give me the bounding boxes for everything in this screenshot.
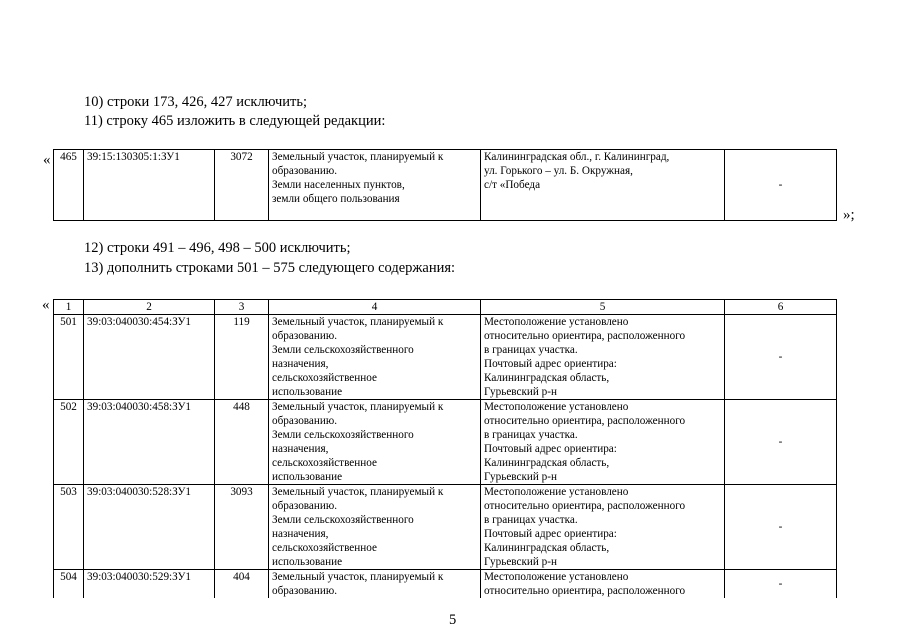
address-line: Гурьевский р-н — [484, 386, 557, 398]
row-number: 502 — [54, 400, 84, 485]
description-line: назначения, — [272, 443, 329, 455]
address-line: ул. Горького – ул. Б. Окружная, — [484, 165, 633, 177]
area: 3072 — [215, 150, 269, 221]
address-line: Гурьевский р-н — [484, 471, 557, 483]
area: 3093 — [215, 485, 269, 570]
address — [481, 485, 725, 570]
description-line: Земли населенных пунктов, — [272, 179, 405, 191]
row-number: 465 — [54, 150, 84, 221]
address — [481, 570, 725, 599]
address-line: Местоположение установлено — [484, 486, 629, 498]
address-line: в границах участка. — [484, 514, 578, 526]
address-line: в границах участка. — [484, 344, 578, 356]
row-number: 504 — [54, 570, 84, 599]
address — [481, 150, 725, 221]
address-line: Почтовый адрес ориентира: — [484, 358, 617, 370]
description-line: образованию. — [272, 165, 338, 177]
description — [269, 400, 481, 485]
description-line: Земельный участок, планируемый к — [272, 486, 444, 498]
address — [481, 315, 725, 400]
table-row — [54, 485, 837, 570]
description-line: образованию. — [272, 500, 338, 512]
address-line: в границах участка. — [484, 429, 578, 441]
description — [269, 315, 481, 400]
address-line: Калининградская область, — [484, 457, 610, 469]
row-number: 501 — [54, 315, 84, 400]
description-line: Земли сельскохозяйственного — [272, 429, 414, 441]
description — [269, 150, 481, 221]
header-cell: 4 — [269, 300, 481, 315]
table-row — [54, 150, 837, 221]
paragraph-13: 13) дополнить строками 501 – 575 следующего содержания: — [84, 260, 456, 276]
header-cell: 2 — [84, 300, 215, 315]
header-cell: 1 — [54, 300, 84, 315]
open-quote-1: « — [43, 152, 51, 168]
description — [269, 485, 481, 570]
description-line: сельскохозяйственное — [272, 457, 377, 469]
close-quote: »; — [843, 207, 855, 223]
description-line: Земельный участок, планируемый к — [272, 151, 444, 163]
description-line: земли общего пользования — [272, 193, 400, 205]
description-line: сельскохозяйственное — [272, 542, 377, 554]
open-quote-2: « — [42, 297, 50, 313]
header-cell: 5 — [481, 300, 725, 315]
note: - — [725, 150, 837, 221]
cadastral-number: 39:03:040030:528:ЗУ1 — [84, 485, 215, 570]
paragraph-11: 11) строку 465 изложить в следующей редакции: — [84, 113, 386, 129]
description-line: Земли сельскохозяйственного — [272, 514, 414, 526]
description-line: образованию. — [272, 585, 338, 597]
address-line: относительно ориентира, расположенного — [484, 500, 686, 512]
description-line: образованию. — [272, 415, 338, 427]
cadastral-number: 39:15:130305:1:ЗУ1 — [84, 150, 215, 221]
rows-501-575-table — [53, 299, 837, 598]
area: 119 — [215, 315, 269, 400]
row-465-table — [53, 149, 837, 221]
cadastral-number: 39:03:040030:529:ЗУ1 — [84, 570, 215, 599]
description-line: сельскохозяйственное — [272, 372, 377, 384]
address-line: относительно ориентира, расположенного — [484, 330, 686, 342]
table-row — [54, 400, 837, 485]
header-cell: 3 — [215, 300, 269, 315]
address-line: Местоположение установлено — [484, 401, 629, 413]
paragraph-12: 12) строки 491 – 496, 498 – 500 исключить; — [84, 240, 351, 256]
cadastral-number: 39:03:040030:458:ЗУ1 — [84, 400, 215, 485]
note: - — [725, 400, 837, 485]
table-row — [54, 570, 837, 599]
area: 448 — [215, 400, 269, 485]
address-line: Калининградская область, — [484, 542, 610, 554]
address-line: Почтовый адрес ориентира: — [484, 443, 617, 455]
description-line: Земельный участок, планируемый к — [272, 401, 444, 413]
page-number: 5 — [449, 612, 457, 628]
address — [481, 400, 725, 485]
description — [269, 570, 481, 599]
description-line: использование — [272, 556, 343, 568]
row-number: 503 — [54, 485, 84, 570]
header-cell: 6 — [725, 300, 837, 315]
address-line: Местоположение установлено — [484, 316, 629, 328]
address-line: Почтовый адрес ориентира: — [484, 528, 617, 540]
address-line: с/т «Победа — [484, 179, 541, 191]
description-line: Земельный участок, планируемый к — [272, 571, 444, 583]
description-line: использование — [272, 471, 343, 483]
address-line: относительно ориентира, расположенного — [484, 585, 686, 597]
description-line: использование — [272, 386, 343, 398]
address-line: Калининградская обл., г. Калининград, — [484, 151, 670, 163]
address-line: Калининградская область, — [484, 372, 610, 384]
description-line: Земельный участок, планируемый к — [272, 316, 444, 328]
area: 404 — [215, 570, 269, 599]
paragraph-10: 10) строки 173, 426, 427 исключить; — [84, 94, 307, 110]
cadastral-number: 39:03:040030:454:ЗУ1 — [84, 315, 215, 400]
description-line: Земли сельскохозяйственного — [272, 344, 414, 356]
description-line: назначения, — [272, 358, 329, 370]
note: - — [725, 485, 837, 570]
note: - — [725, 315, 837, 400]
table-row — [54, 315, 837, 400]
description-line: образованию. — [272, 330, 338, 342]
address-line: относительно ориентира, расположенного — [484, 415, 686, 427]
address-line: Гурьевский р-н — [484, 556, 557, 568]
description-line: назначения, — [272, 528, 329, 540]
note: - — [725, 570, 837, 599]
header-row — [54, 300, 837, 315]
address-line: Местоположение установлено — [484, 571, 629, 583]
